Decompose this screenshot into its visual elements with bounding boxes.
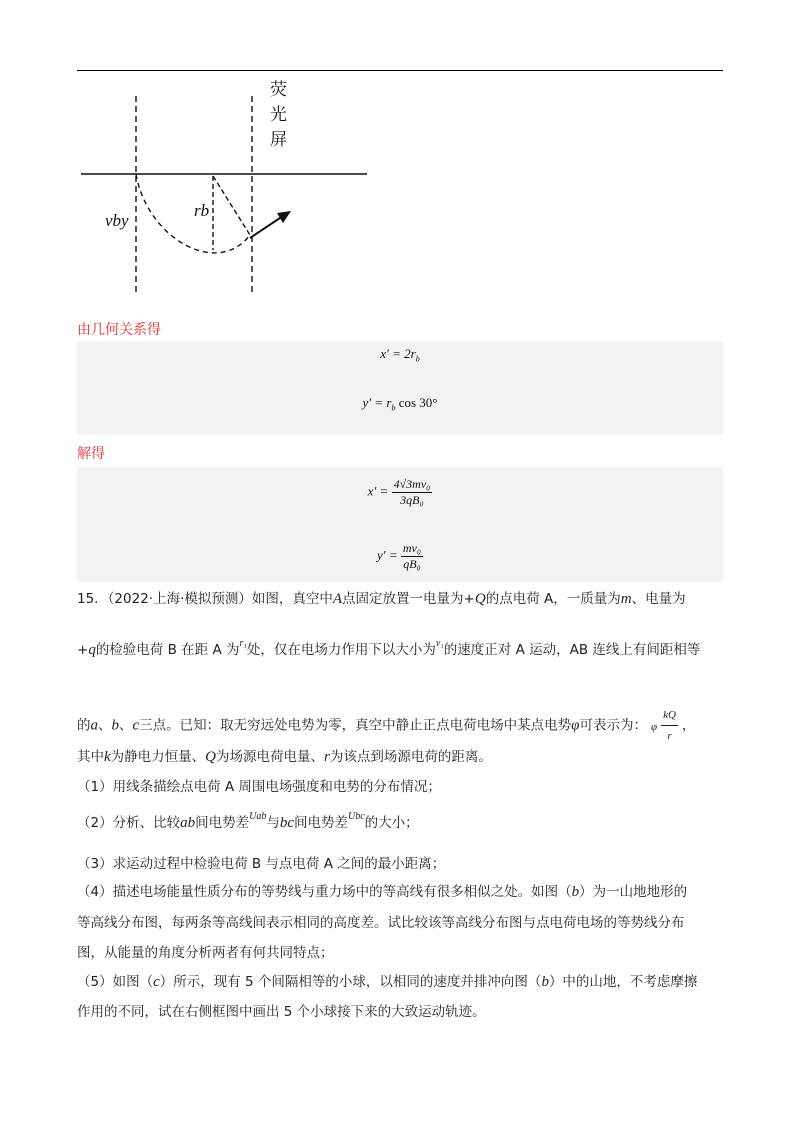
- equation-y: $y' = r_b$ cos 30°: [362, 395, 438, 413]
- label-rb: rb: [194, 201, 210, 220]
- velocity-arrow: [250, 216, 283, 238]
- question-4-line-3: 图，从能量的角度分析两者有何共同特点；: [77, 945, 334, 961]
- arrow-head: [277, 211, 291, 223]
- question-4-line-1: （4）描述电场能量性质分布的等势线与重力场中的等高线有很多相似之处。如图（b）为一山地地形的: [77, 884, 688, 900]
- formula-box-solution: [77, 467, 723, 582]
- geometry-heading: 由几何关系得: [77, 322, 161, 338]
- solution-y: y′ = $\frac{\text{mv₀}}{\text{qB₀}}$: [376, 541, 422, 571]
- arc-trajectory: [136, 174, 250, 253]
- question-5-line-1: （5）如图（c）所示，现有 5 个间隔相等的小球，以相同的速度并排冲向图（b）中的山地，不考虑摩擦: [77, 974, 698, 990]
- question-1: （1）用线条描绘点电荷 A 周围电场强度和电势的分布情况；: [77, 779, 441, 795]
- problem-line-2: +q的检验电荷 B 在距 A 为$^{r_1}$处，仅在电场力作用下以大小为$^{v_1}$的速度正对 A 运动，AB 连线上有间距相等: [77, 638, 701, 658]
- screen-label: 荧光屏: [270, 80, 287, 150]
- question-4-line-2: 等高线分布图，每两条等高线间表示相同的高度差。试比较该等高线分布图与点电荷电场的等势线分布: [77, 915, 685, 931]
- label-vby: vby: [105, 211, 129, 230]
- trajectory-figure: [77, 78, 377, 300]
- question-3: （3）求运动过程中检验电荷 B 与点电荷 A 之间的最小距离；: [77, 856, 446, 872]
- problem-line-1: 15．（2022·上海·模拟预测）如图，真空中A点固定放置一电量为+Q的点电荷 A，一质量为m、电量为: [77, 591, 686, 607]
- formula-box-geometry: [77, 342, 723, 434]
- top-rule: [77, 70, 723, 71]
- problem-line-4: 其中k为静电力恒量、Q为场源电荷电量、r为该点到场源电荷的距离。: [77, 749, 492, 765]
- solution-x: x′ = $\frac{\text{4√3mv₀}}{\text{3qB₀}}$: [367, 477, 431, 507]
- question-5-line-2: 作用的不同，试在右侧框图中画出 5 个小球接下来的大致运动轨迹。: [77, 1004, 486, 1020]
- radius-line: [213, 176, 250, 235]
- equation-x: $x' = 2r_b$: [380, 346, 420, 364]
- trajectory-diagram: [77, 78, 377, 300]
- question-2: （2）分析、比较ab间电势差$^{Uab}$与bc间电势差$^{Ubc}$的大小；: [77, 811, 419, 831]
- solution-heading: 解得: [77, 446, 105, 462]
- problem-line-3: 的a、b、c三点。已知：取无穷远处电势为零，真空中静止正点电荷电场中某点电势φ可表示为： φ $\frac{kQ}{r}$ ，: [77, 705, 727, 746]
